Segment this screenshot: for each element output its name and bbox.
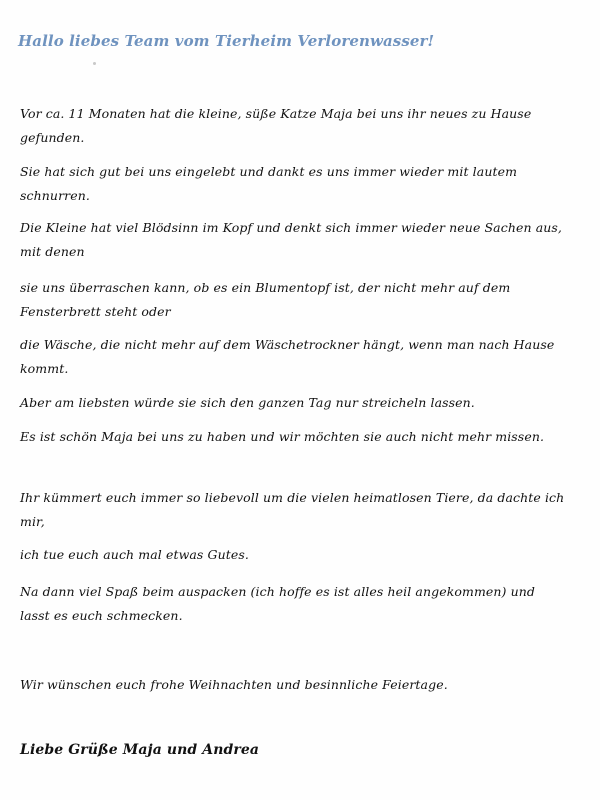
letter-paragraph: die Wäsche, die nicht mehr auf dem Wäschetrockner hängt, wenn man nach Hause kommt. xyxy=(20,337,555,376)
letter-paragraph: Vor ca. 11 Monaten hat die kleine, süße Katze Maja bei uns ihr neues zu Hause gefunden. xyxy=(20,106,532,145)
letter-paragraph: Ihr kümmert euch immer so liebevoll um die vielen heimatlosen Tiere, da dachte ich mir, xyxy=(20,490,565,529)
letter-paragraph: Die Kleine hat viel Blödsinn im Kopf und denkt sich immer wieder neue Sachen aus, mit denen xyxy=(20,220,562,259)
letter-paragraph: Na dann viel Spaß beim auspacken (ich hoffe es ist alles heil angekommen) und lasst es euch schmecken. xyxy=(20,584,536,623)
letter-paragraph: Aber am liebsten würde sie sich den ganzen Tag nur streicheln lassen. xyxy=(20,395,475,410)
letter-paragraph: sie uns überraschen kann, ob es ein Blumentopf ist, der nicht mehr auf dem Fensterbrett steht oder xyxy=(20,280,511,319)
letter-paragraph: Es ist schön Maja bei uns zu haben und wir möchten sie auch nicht mehr missen. xyxy=(20,429,545,444)
letter-closing-wishes: Wir wünschen euch frohe Weihnachten und besinnliche Feiertage. xyxy=(20,677,448,692)
letter-greeting: Hallo liebes Team vom Tierheim Verlorenwasser! xyxy=(18,32,435,50)
letter-signature: Liebe Grüße Maja und Andrea xyxy=(20,742,260,758)
scan-speck xyxy=(93,62,96,65)
letter-paragraph: ich tue euch auch mal etwas Gutes. xyxy=(20,547,249,562)
letter-paragraph: Sie hat sich gut bei uns eingelebt und dankt es uns immer wieder mit lautem schnurren. xyxy=(20,164,518,203)
